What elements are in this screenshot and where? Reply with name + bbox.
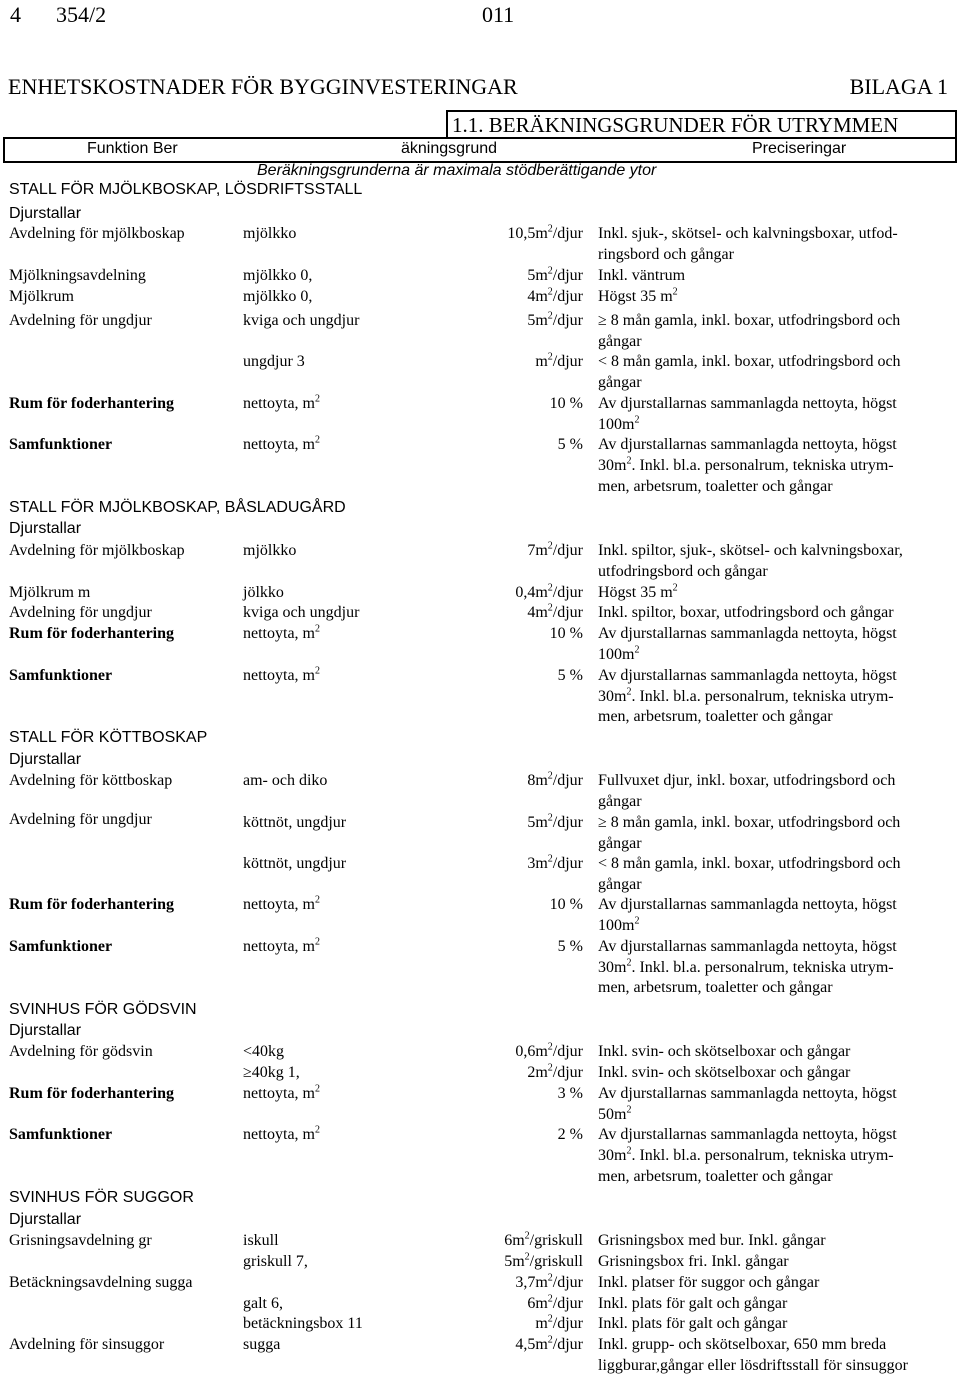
table-row	[0, 476, 960, 497]
subsection-heading	[0, 1209, 960, 1230]
cell-function: Samfunktioner	[9, 938, 113, 955]
table-row	[0, 393, 960, 414]
cell-function: Djurstallar	[9, 751, 82, 768]
cell-value: $8m^2$/djur	[527, 770, 583, 789]
cell-basis: mjölkko 0,	[243, 288, 313, 305]
cell-value: $5m^2$/djur	[527, 310, 583, 329]
table-row	[0, 915, 960, 936]
cell-basis: nettoyta, $m^2$	[243, 1083, 320, 1102]
cell-value: $5m^2$/griskull	[504, 1251, 583, 1270]
cell-value: 3 %	[557, 1085, 583, 1102]
page-title: ENHETSKOSTNADER FÖR BYGGINVESTERINGAR	[8, 74, 518, 99]
cell-basis: <40kg	[243, 1043, 285, 1060]
table-row	[0, 1334, 960, 1355]
cell-function: Avdelning för ungdjur	[9, 312, 152, 329]
cell-specification: men, arbetsrum, toaletter och gångar	[598, 478, 833, 495]
cell-value: 5 %	[557, 667, 583, 684]
table-row	[0, 1230, 960, 1251]
table-row	[0, 977, 960, 998]
cell-value: $m^2$/djur	[535, 1313, 583, 1332]
table-row	[0, 540, 960, 561]
cell-value: $5m^2$/djur	[527, 265, 583, 284]
cell-basis: ungdjur 3	[243, 353, 305, 370]
cell-basis: ≥40kg 1,	[243, 1064, 300, 1081]
cell-specification: Av djurstallarnas sammanlagda nettoyta, högst	[598, 938, 897, 955]
cell-basis: nettoyta, $m^2$	[243, 1124, 320, 1143]
cell-function: Avdelning för ungdjur	[9, 604, 152, 621]
cell-value: $3m^2$/djur	[527, 853, 583, 872]
cell-value: $4m^2$/djur	[527, 286, 583, 305]
cell-function: Mjölkrum	[9, 288, 74, 305]
table-row	[0, 874, 960, 895]
cell-basis: nettoyta, $m^2$	[243, 393, 320, 412]
cell-specification: Inkl. spiltor, sjuk-, skötsel- och kalvningsboxar,	[598, 542, 903, 559]
cell-function: Avdelning för köttboskap	[9, 772, 173, 789]
table-row	[0, 561, 960, 582]
cell-function: Betäckningsavdelning sugga	[9, 1274, 193, 1291]
table-row	[0, 455, 960, 476]
cell-specification: Inkl. väntrum	[598, 267, 686, 284]
calculation-note: Beräkningsgrunderna är maximala stödberättigande ytor	[257, 162, 657, 179]
cell-basis: griskull 7,	[243, 1253, 308, 1270]
cell-specification: men, arbetsrum, toaletter och gångar	[598, 979, 833, 996]
cell-specification: < 8 mån gamla, inkl. boxar, utfodringsbord och	[598, 353, 901, 370]
cell-basis: am- och diko	[243, 772, 328, 789]
section-heading	[0, 497, 960, 518]
cell-specification: Inkl. platser för suggor och gångar	[598, 1274, 820, 1291]
cell-value: $4,5m^2$/djur	[515, 1334, 583, 1353]
cell-function: Avdelning för sinsuggor	[9, 1336, 165, 1353]
cell-specification: Av djurstallarnas sammanlagda nettoyta, högst	[598, 1085, 897, 1102]
cell-specification: gångar	[598, 835, 642, 852]
cell-specification: men, arbetsrum, toaletter och gångar	[598, 1168, 833, 1185]
cell-specification: Av djurstallarnas sammanlagda nettoyta, högst	[598, 625, 897, 642]
section-heading	[0, 1187, 960, 1208]
table-row	[0, 434, 960, 455]
cell-specification: gångar	[598, 333, 642, 350]
cell-specification: $50m^2$	[598, 1104, 632, 1123]
cell-specification: Inkl. grupp- och skötselboxar, 650 mm breda	[598, 1336, 887, 1353]
cell-function: Rum för foderhantering	[9, 625, 175, 642]
table-row	[0, 644, 960, 665]
cell-specification: $30m^2$. Inkl. bl.a. personalrum, tekniska utrym-	[598, 455, 894, 474]
table-row	[0, 957, 960, 978]
cell-value: $5m^2$/djur	[527, 812, 583, 831]
column-header-precisering: Preciseringar	[752, 140, 847, 157]
cell-specification: Fullvuxet djur, inkl. boxar, utfodringsbord och	[598, 772, 896, 789]
table-row	[0, 286, 960, 307]
cell-value: 5 %	[557, 436, 583, 453]
cell-specification: gångar	[598, 374, 642, 391]
cell-specification: $100m^2$	[598, 915, 640, 934]
table-row	[0, 1124, 960, 1145]
cell-function: Djurstallar	[9, 1211, 82, 1228]
table-row	[0, 331, 960, 352]
cell-basis: nettoyta, $m^2$	[243, 623, 320, 642]
cell-specification: Av djurstallarnas sammanlagda nettoyta, högst	[598, 896, 897, 913]
cell-value: $0,4m^2$/djur	[515, 582, 583, 601]
cell-specification: men, arbetsrum, toaletter och gångar	[598, 708, 833, 725]
table-row	[0, 706, 960, 727]
cell-specification: $30m^2$. Inkl. bl.a. personalrum, tekniska utrym-	[598, 1145, 894, 1164]
table-row	[0, 812, 960, 833]
section-heading	[0, 727, 960, 748]
cell-function: Avdelning för ungdjur	[9, 811, 152, 828]
cell-basis: sugga	[243, 1336, 281, 1353]
cell-value: $7m^2$/djur	[527, 540, 583, 559]
cell-basis: köttnöt, ungdjur	[243, 814, 347, 831]
subsection-heading	[0, 749, 960, 770]
cell-value: 10 %	[549, 625, 583, 642]
cell-value: 10 %	[549, 896, 583, 913]
column-header-bar	[3, 137, 957, 163]
table-row	[0, 686, 960, 707]
cell-value: $2m^2$/djur	[527, 1062, 583, 1081]
cell-function: Samfunktioner	[9, 1126, 113, 1143]
table-row	[0, 833, 960, 854]
cell-specification: $100m^2$	[598, 414, 640, 433]
cell-function: STALL FÖR MJÖLKBOSKAP, LÖSDRIFTSSTALL	[9, 181, 363, 198]
cell-specification: Av djurstallarnas sammanlagda nettoyta, högst	[598, 667, 897, 684]
cell-basis: mjölkko	[243, 225, 297, 242]
cell-basis: betäckningsbox 11	[243, 1315, 363, 1332]
cell-basis: mjölkko	[243, 542, 297, 559]
table-row	[0, 1272, 960, 1293]
cell-specification: Inkl. svin- och skötselboxar och gångar	[598, 1064, 851, 1081]
cell-specification: Inkl. plats för galt och gångar	[598, 1295, 788, 1312]
table-row	[0, 372, 960, 393]
cell-basis: kviga och ungdjur	[243, 604, 360, 621]
cell-specification: Inkl. svin- och skötselboxar och gångar	[598, 1043, 851, 1060]
table-row	[0, 894, 960, 915]
column-header-funktion: Funktion Ber	[87, 140, 178, 157]
cell-function: SVINHUS FÖR SUGGOR	[9, 1189, 194, 1206]
cell-specification: ≥ 8 mån gamla, inkl. boxar, utfodringsbord och	[598, 814, 901, 831]
cell-function: SVINHUS FÖR GÖDSVIN	[9, 1001, 197, 1018]
subsection-heading	[0, 203, 960, 224]
table-row	[0, 1251, 960, 1272]
cell-basis: galt 6,	[243, 1295, 283, 1312]
table-row	[0, 936, 960, 957]
cell-value: $m^2$/djur	[535, 351, 583, 370]
cell-specification: $30m^2$. Inkl. bl.a. personalrum, tekniska utrym-	[598, 686, 894, 705]
table-row	[0, 602, 960, 623]
cell-value: $10,5m^2$/djur	[507, 223, 583, 242]
cell-basis: kviga och ungdjur	[243, 312, 360, 329]
table-row	[0, 1083, 960, 1104]
document-reference: 354/2	[56, 2, 107, 27]
cell-function: Samfunktioner	[9, 436, 113, 453]
table-row	[0, 414, 960, 435]
cell-specification: Inkl. sjuk-, skötsel- och kalvningsboxar, utfod-	[598, 225, 898, 242]
section-title: 1.1. BERÄKNINGSGRUNDER FÖR UTRYMMEN	[446, 110, 957, 138]
table-row	[0, 1104, 960, 1125]
table-row	[0, 770, 960, 791]
cell-function: Djurstallar	[9, 520, 82, 537]
cell-function: STALL FÖR KÖTTBOSKAP	[9, 729, 208, 746]
cell-specification: Högst 35 $m^2$	[598, 286, 678, 305]
cell-basis: nettoyta, $m^2$	[243, 665, 320, 684]
table-row	[0, 244, 960, 265]
cell-specification: < 8 mån gamla, inkl. boxar, utfodringsbord och	[598, 855, 901, 872]
cell-function: Rum för foderhantering	[9, 395, 175, 412]
table-row	[0, 1313, 960, 1334]
cell-basis: nettoyta, $m^2$	[243, 894, 320, 913]
cell-function: Grisningsavdelning gr	[9, 1232, 152, 1249]
cell-function: Avdelning för mjölkboskap	[9, 542, 185, 559]
cell-specification: Av djurstallarnas sammanlagda nettoyta, högst	[598, 1126, 897, 1143]
table-row	[0, 1145, 960, 1166]
appendix-label: BILAGA 1	[849, 74, 948, 99]
cell-specification: Av djurstallarnas sammanlagda nettoyta, högst	[598, 395, 897, 412]
table-row	[0, 351, 960, 372]
cell-function: Mjölkrum m	[9, 584, 91, 601]
cell-specification: $30m^2$. Inkl. bl.a. personalrum, tekniska utrym-	[598, 957, 894, 976]
table-row	[0, 1041, 960, 1062]
cell-specification: ≥ 8 mån gamla, inkl. boxar, utfodringsbord och	[598, 312, 901, 329]
table-row	[0, 1062, 960, 1083]
table-row	[0, 223, 960, 244]
table-row	[0, 1355, 960, 1376]
cell-value: $6m^2$/djur	[527, 1293, 583, 1312]
cell-function: Mjölkningsavdelning	[9, 267, 146, 284]
cell-value: 10 %	[549, 395, 583, 412]
table-row	[0, 1293, 960, 1314]
cell-value: 5 %	[557, 938, 583, 955]
cell-function: Djurstallar	[9, 205, 82, 222]
cell-basis: köttnöt, ungdjur	[243, 855, 347, 872]
cell-specification: Av djurstallarnas sammanlagda nettoyta, högst	[598, 436, 897, 453]
cell-function: Avdelning för mjölkboskap	[9, 225, 185, 242]
subsection-heading	[0, 518, 960, 539]
table-row	[0, 1166, 960, 1187]
table-row	[0, 265, 960, 286]
table-row	[0, 310, 960, 331]
table-row	[0, 853, 960, 874]
cell-value: 2 %	[557, 1126, 583, 1143]
cell-function: STALL FÖR MJÖLKBOSKAP, BÅSLADUGÅRD	[9, 499, 346, 516]
cell-specification: Inkl. plats för galt och gångar	[598, 1315, 788, 1332]
cell-value: $3,7m^2$/djur	[515, 1272, 583, 1291]
cell-basis: nettoyta, $m^2$	[243, 434, 320, 453]
cell-value: $4m^2$/djur	[527, 602, 583, 621]
cell-basis: mjölkko 0,	[243, 267, 313, 284]
table-row	[0, 623, 960, 644]
serial-number: 011	[482, 2, 515, 27]
table-row	[0, 665, 960, 686]
cell-specification: utfodringsbord och gångar	[598, 563, 768, 580]
cell-function: Samfunktioner	[9, 667, 113, 684]
cell-specification: Grisningsbox fri. Inkl. gångar	[598, 1253, 789, 1270]
table-row	[0, 582, 960, 603]
cell-specification: gångar	[598, 793, 642, 810]
cell-value: $0,6m^2$/djur	[515, 1041, 583, 1060]
cell-value: $6m^2$/griskull	[504, 1230, 583, 1249]
cell-basis: iskull	[243, 1232, 279, 1249]
cell-function: Djurstallar	[9, 1022, 82, 1039]
cell-specification: Grisningsbox med bur. Inkl. gångar	[598, 1232, 826, 1249]
cell-function: Rum för foderhantering	[9, 1085, 175, 1102]
cell-function: Avdelning för gödsvin	[9, 1043, 153, 1060]
column-header-grund: äkningsgrund	[401, 140, 498, 157]
cell-specification: Inkl. spiltor, boxar, utfodringsbord och gångar	[598, 604, 894, 621]
cell-basis: nettoyta, $m^2$	[243, 936, 320, 955]
subsection-heading	[0, 1020, 960, 1041]
cell-specification: liggburar,gångar eller lösdriftsstall för sinsuggor	[598, 1357, 908, 1374]
cell-specification: $100m^2$	[598, 644, 640, 663]
cell-basis: jölkko	[243, 584, 284, 601]
cell-specification: ringsbord och gångar	[598, 246, 734, 263]
cell-specification: Högst 35 $m^2$	[598, 582, 678, 601]
cell-specification: gångar	[598, 876, 642, 893]
cell-function: Rum för foderhantering	[9, 896, 175, 913]
section-heading	[0, 999, 960, 1020]
page-number: 4	[10, 2, 21, 27]
section-heading	[0, 179, 960, 200]
